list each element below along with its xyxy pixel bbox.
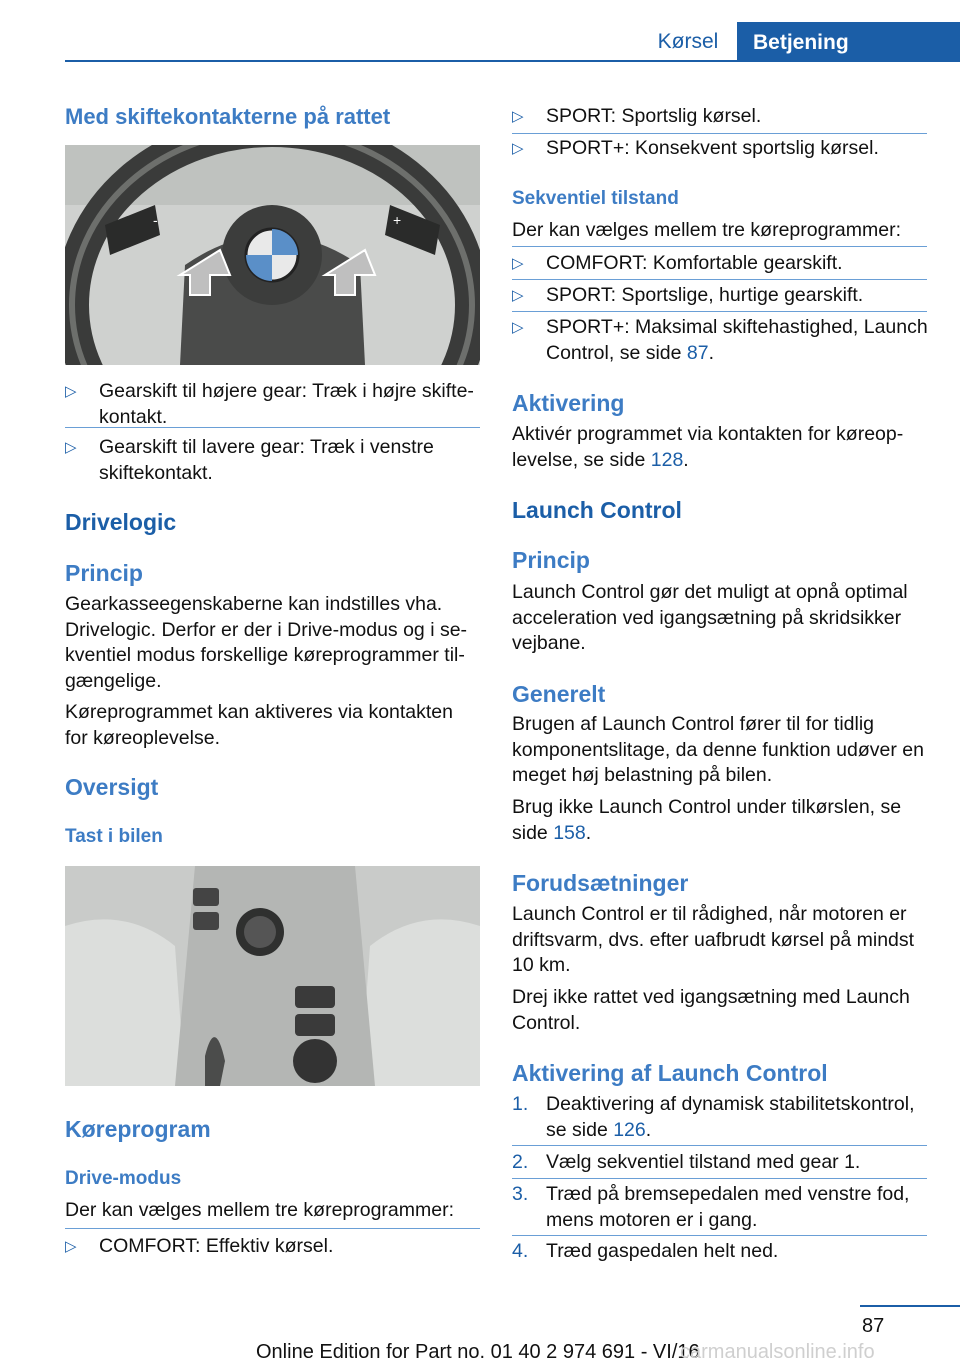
triangle-bullet-icon: ▷ (512, 108, 524, 125)
list-item: ▷ SPORT+: Konsekvent sportslig kørsel. (512, 136, 932, 162)
list-item: ▷ SPORT: Sportslig kørsel. (512, 104, 932, 130)
triangle-bullet-icon: ▷ (65, 1238, 77, 1255)
subsection-title-forudsaetninger: Forudsætninger (512, 870, 689, 896)
section-title-drivelogic: Drivelogic (65, 509, 177, 535)
edition-footer: Online Edition for Part no. 01 40 2 974 691 - VI/16 (256, 1341, 700, 1363)
paragraph: Aktivér programmet via kontakten for køreop-levelse, se side 128. (512, 423, 904, 471)
page-link[interactable]: 158 (553, 821, 586, 844)
paragraph: Der kan vælges mellem tre køreprogrammer: (65, 1199, 455, 1221)
triangle-bullet-icon: ▷ (512, 140, 524, 157)
section-title-launch-control: Launch Control (512, 497, 682, 523)
heading-drive-modus: Drive-modus (65, 1168, 182, 1189)
subsection-title-aktivering-launch: Aktivering af Launch Control (512, 1060, 828, 1086)
paragraph: Køreprogrammet kan aktiveres via kontakten for køreoplevelse. (65, 701, 454, 749)
separator (512, 133, 927, 134)
separator (512, 311, 927, 312)
heading-sekventiel-tilstand: Sekventiel tilstand (512, 188, 679, 209)
triangle-bullet-icon: ▷ (512, 319, 524, 336)
separator (512, 279, 927, 280)
subsection-title-koreprogram: Køreprogram (65, 1116, 211, 1142)
separator (512, 246, 927, 247)
separator (512, 1145, 927, 1146)
subsection-title-generelt: Generelt (512, 681, 606, 707)
watermark: carmanualsonline.info (680, 1341, 875, 1363)
list-item: ▷ SPORT: Sportslige, hurtige gearskift. (512, 283, 932, 309)
paragraph: Brug ikke Launch Control under tilkørslen, se side 158. (512, 796, 902, 844)
list-item: 4. Træd gaspedalen helt ned. (512, 1240, 779, 1262)
page-link[interactable]: 87 (686, 341, 709, 364)
tab-korsel[interactable]: Kørsel (657, 30, 719, 53)
page-header (0, 0, 960, 62)
subsection-title-princip: Princip (65, 560, 143, 586)
list-item: ▷ Gearskift til lavere gear: Træk i venstre skiftekontakt. (65, 436, 434, 484)
list-item: 2. Vælg sekventiel tilstand med gear 1. (512, 1151, 861, 1173)
footer-rule (860, 1305, 960, 1307)
list-item: ▷ Gearskift til højere gear: Træk i højre skifte-kontakt. (65, 380, 474, 428)
svg-text:-: - (153, 212, 158, 228)
triangle-bullet-icon: ▷ (65, 439, 77, 456)
list-item: ▷ SPORT+: Maksimal skiftehastighed, Launch Control, se side 87. (512, 316, 928, 364)
page-number: 87 (862, 1315, 885, 1337)
page-link[interactable]: 126 (613, 1118, 646, 1141)
separator (65, 1228, 480, 1229)
list-item: ▷ COMFORT: Effektiv kørsel. (65, 1234, 480, 1260)
paragraph: Der kan vælges mellem tre køreprogrammer: (512, 219, 902, 241)
page-link[interactable]: 128 (650, 448, 684, 471)
list-item: 1. Deaktivering af dynamisk stabilitetskontrol, se side 126. (512, 1093, 915, 1141)
center-console-figure (65, 866, 480, 1086)
subsection-title-oversigt: Oversigt (65, 774, 159, 800)
paragraph: Launch Control er til rådighed, når motoren er driftsvarm, dvs. efter uafbrudt kørsel på mindst 10 km. (512, 903, 915, 976)
header-rule (65, 60, 960, 62)
subsection-title-princip: Princip (512, 547, 590, 573)
paragraph: Launch Control gør det muligt at opnå optimal acceleration ved igangsætning på skridsikker vejbane. (512, 581, 908, 654)
separator (512, 1178, 927, 1179)
triangle-bullet-icon: ▷ (65, 383, 77, 400)
steering-wheel-figure (65, 145, 480, 365)
paragraph: Drej ikke rattet ved igangsætning med Launch Control. (512, 986, 910, 1034)
triangle-bullet-icon: ▷ (512, 255, 524, 272)
steering-wheel-paddles-illustration (65, 145, 480, 365)
section-title-skiftekontakter: Med skiftekontakterne på rattet (65, 104, 391, 129)
separator (512, 1235, 927, 1236)
list-item: 3. Træd på bremsepedalen med venstre fod, mens motoren er i gang. (512, 1183, 910, 1231)
tab-betjening[interactable]: Betjening (737, 22, 960, 62)
heading-tast-i-bilen: Tast i bilen (65, 826, 163, 847)
svg-text:+: + (393, 212, 402, 228)
separator (65, 427, 480, 428)
center-console-illustration (65, 866, 480, 1086)
paragraph: Gearkasseegenskaberne kan indstilles vha. Drivelogic. Derfor er der i Drive-modus og i se-kventiel modus forskellige køreprogrammer til-gængelige. (65, 593, 468, 692)
paragraph: Brugen af Launch Control fører til for tidlig komponentslitage, da denne funktion udøver en meget høj belastning på bilen. (512, 713, 924, 786)
triangle-bullet-icon: ▷ (512, 287, 524, 304)
subsection-title-aktivering: Aktivering (512, 390, 625, 416)
list-item: ▷ COMFORT: Komfortable gearskift. (512, 251, 932, 277)
